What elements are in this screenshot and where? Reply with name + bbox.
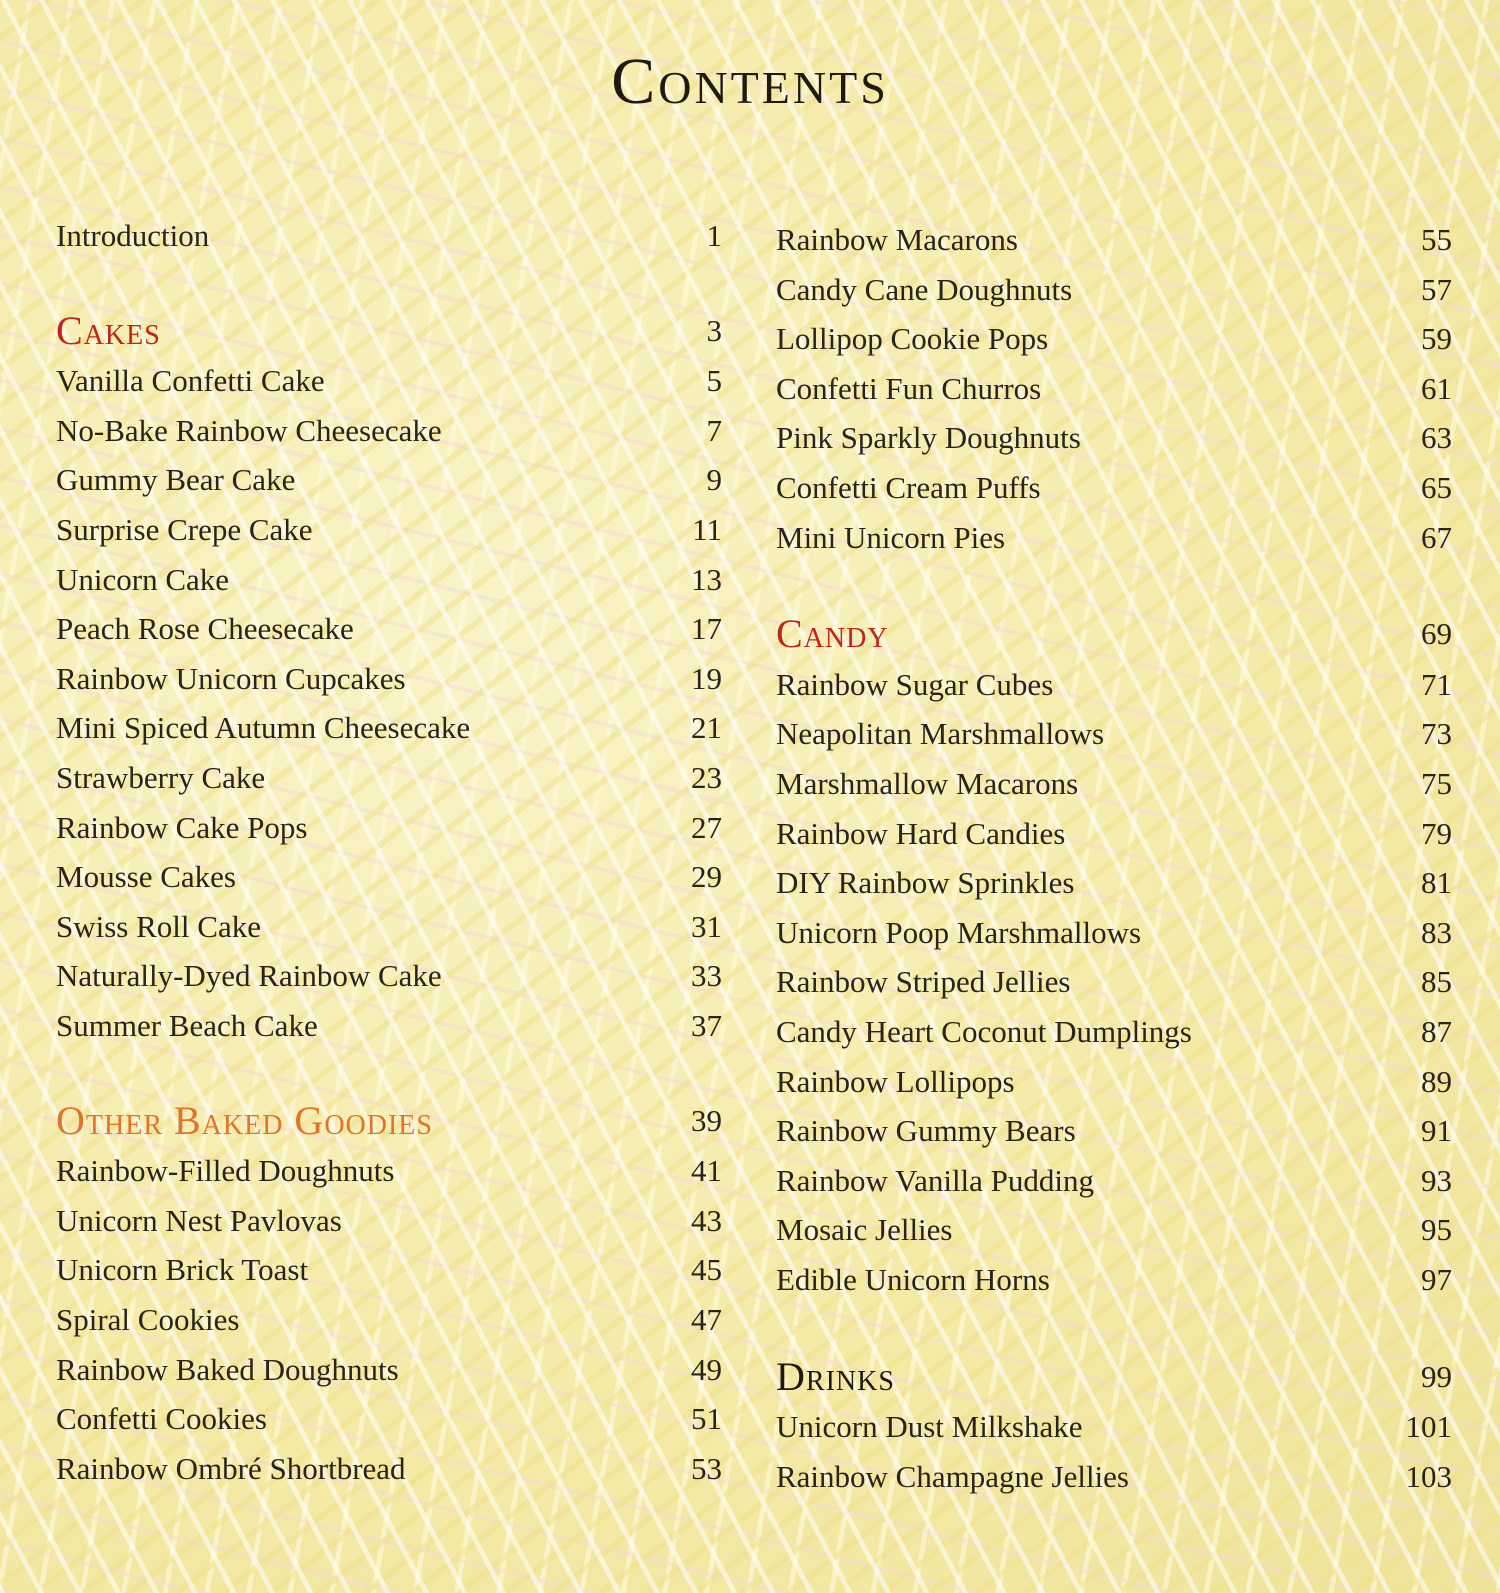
toc-entry-title: Mosaic Jellies xyxy=(776,1212,953,1248)
toc-entry-title: Gummy Bear Cake xyxy=(56,462,296,498)
toc-entry xyxy=(56,808,722,848)
toc-entry-title: Naturally-Dyed Rainbow Cake xyxy=(56,958,442,994)
toc-entry-page-number: 89 xyxy=(1421,1063,1452,1099)
toc-entry-page-number: 93 xyxy=(1421,1162,1452,1198)
toc-entry-page-number: 41 xyxy=(691,1153,722,1189)
toc-entry-page-number: 27 xyxy=(691,809,722,845)
toc-entry-page-number: 91 xyxy=(1421,1113,1452,1149)
toc-entry xyxy=(776,369,1452,409)
toc-entry xyxy=(56,1300,722,1340)
toc-entry-title: Candy Cane Doughnuts xyxy=(776,271,1073,307)
toc-entry xyxy=(776,1012,1452,1052)
toc-entry-page-number: 45 xyxy=(691,1252,722,1288)
toc-entry xyxy=(776,518,1452,558)
toc-entry-title: Rainbow Vanilla Pudding xyxy=(776,1162,1095,1198)
toc-entry-page-number: 23 xyxy=(691,760,722,795)
toc-entry xyxy=(776,1457,1452,1497)
toc-entry-title: Edible Unicorn Horns xyxy=(776,1262,1050,1297)
toc-entry-page-number: 85 xyxy=(1421,964,1452,1000)
toc-entry-page-number: 95 xyxy=(1421,1212,1452,1248)
toc-entry xyxy=(56,411,722,451)
toc-entry xyxy=(56,708,722,748)
toc-entry xyxy=(56,510,722,550)
toc-entry-page-number: 51 xyxy=(691,1401,722,1437)
section-page-number: 69 xyxy=(1421,616,1452,652)
toc-entry xyxy=(56,560,722,600)
toc-entry-title: Rainbow Unicorn Cupcakes xyxy=(56,660,406,696)
toc-entry-title: Surprise Crepe Cake xyxy=(56,512,313,547)
toc-entry xyxy=(56,1201,722,1241)
toc-entry-page-number: 53 xyxy=(691,1450,722,1486)
toc-entry xyxy=(776,863,1452,903)
toc-entry xyxy=(776,913,1452,953)
toc-entry xyxy=(56,1399,722,1439)
toc-entry-title: Unicorn Cake xyxy=(56,561,230,597)
toc-entry xyxy=(56,460,722,500)
toc-entry-page-number: 43 xyxy=(691,1202,722,1238)
toc-entry-title: Unicorn Poop Marshmallows xyxy=(776,914,1142,950)
toc-entry xyxy=(776,665,1452,705)
toc-entry-title: Rainbow Baked Doughnuts xyxy=(56,1351,399,1387)
toc-entry xyxy=(56,609,722,649)
toc-entry xyxy=(56,1006,722,1046)
toc-entry-page-number: 37 xyxy=(691,1008,722,1043)
toc-entry xyxy=(776,1210,1452,1250)
toc-entry xyxy=(776,714,1452,754)
section-page-number: 99 xyxy=(1421,1358,1452,1394)
toc-entry-page-number: 31 xyxy=(691,908,722,944)
section-title: Drinks xyxy=(776,1353,895,1399)
section-title: Cakes xyxy=(56,307,161,353)
toc-entry-page-number: 29 xyxy=(691,859,722,895)
toc-entry-title: Neapolitan Marshmallows xyxy=(776,716,1105,752)
toc-entry-page-number: 33 xyxy=(691,958,722,994)
toc-entry xyxy=(56,857,722,897)
toc-entry-title: Lollipop Cookie Pops xyxy=(776,321,1049,357)
toc-entry-page-number: 81 xyxy=(1421,865,1452,901)
toc-entry xyxy=(56,758,722,798)
toc-entry-page-number: 9 xyxy=(706,462,722,498)
toc-entry-page-number: 49 xyxy=(691,1351,722,1387)
toc-entry-title: Rainbow Lollipops xyxy=(776,1063,1015,1099)
toc-entry xyxy=(776,1111,1452,1151)
toc-entry xyxy=(56,1449,722,1489)
page-title: Contents xyxy=(611,45,889,118)
toc-entry xyxy=(56,1151,722,1191)
toc-entry-page-number: 73 xyxy=(1421,716,1452,752)
toc-entry-page-number: 65 xyxy=(1421,470,1452,505)
toc-entry-title: Rainbow Macarons xyxy=(776,222,1018,257)
toc-entry-page-number: 83 xyxy=(1421,914,1452,950)
section-heading-cakes xyxy=(56,308,722,354)
toc-entry xyxy=(776,814,1452,854)
toc-entry xyxy=(56,216,722,256)
toc-entry-page-number: 63 xyxy=(1421,420,1452,456)
toc-entry-page-number: 97 xyxy=(1421,1262,1452,1297)
toc-entry-title: Rainbow Gummy Bears xyxy=(776,1113,1076,1149)
toc-entry-title: Rainbow Hard Candies xyxy=(776,815,1066,851)
toc-entry xyxy=(776,468,1452,508)
toc-entry-page-number: 47 xyxy=(691,1302,722,1337)
toc-entry-title: Confetti Cookies xyxy=(56,1401,267,1437)
toc-entry-title: Rainbow-Filled Doughnuts xyxy=(56,1153,395,1189)
toc-entry-title: Mousse Cakes xyxy=(56,859,236,895)
toc-entry-title: Unicorn Nest Pavlovas xyxy=(56,1202,342,1238)
toc-entry-title: Rainbow Ombré Shortbread xyxy=(56,1450,406,1486)
toc-entry-title: Rainbow Sugar Cubes xyxy=(776,666,1054,702)
toc-entry xyxy=(776,1260,1452,1300)
toc-entry-page-number: 67 xyxy=(1421,519,1452,555)
toc-entry-title: Introduction xyxy=(56,218,210,253)
toc-entry-title: Confetti Fun Churros xyxy=(776,370,1042,406)
toc-entry-page-number: 71 xyxy=(1421,666,1452,702)
toc-entry-title: Peach Rose Cheesecake xyxy=(56,611,354,647)
section-title: Candy xyxy=(776,611,889,657)
toc-entry-page-number: 5 xyxy=(706,363,722,399)
toc-entry xyxy=(56,361,722,401)
toc-entry xyxy=(776,220,1452,260)
toc-entry-title: Pink Sparkly Doughnuts xyxy=(776,420,1081,456)
toc-entry-title: Marshmallow Macarons xyxy=(776,766,1079,801)
toc-entry-page-number: 103 xyxy=(1405,1458,1452,1494)
toc-entry-title: Mini Unicorn Pies xyxy=(776,519,1006,555)
toc-entry-title: Strawberry Cake xyxy=(56,760,266,795)
toc-entry-page-number: 17 xyxy=(691,611,722,647)
toc-entry xyxy=(56,907,722,947)
toc-entry-page-number: 75 xyxy=(1421,766,1452,801)
toc-entry-title: Spiral Cookies xyxy=(56,1302,240,1337)
toc-entry-title: Confetti Cream Puffs xyxy=(776,470,1041,505)
toc-entry xyxy=(56,659,722,699)
toc-entry xyxy=(776,1407,1452,1447)
toc-entry-title: No-Bake Rainbow Cheesecake xyxy=(56,412,442,448)
toc-entry-page-number: 79 xyxy=(1421,815,1452,851)
toc-entry-page-number: 13 xyxy=(691,561,722,597)
toc-entry xyxy=(776,319,1452,359)
section-heading-drinks xyxy=(776,1354,1452,1400)
toc-entry-page-number: 57 xyxy=(1421,271,1452,307)
toc-entry xyxy=(56,956,722,996)
toc-entry-title: Rainbow Champagne Jellies xyxy=(776,1458,1129,1494)
toc-entry-page-number: 55 xyxy=(1421,222,1452,257)
toc-entry xyxy=(776,418,1452,458)
toc-entry-page-number: 61 xyxy=(1421,370,1452,406)
section-title: Other Baked Goodies xyxy=(56,1097,433,1143)
toc-entry-title: Swiss Roll Cake xyxy=(56,908,261,944)
toc-entry-page-number: 101 xyxy=(1405,1409,1452,1445)
toc-entry xyxy=(776,962,1452,1002)
toc-entry xyxy=(56,1350,722,1390)
toc-entry-page-number: 87 xyxy=(1421,1014,1452,1049)
toc-entry-title: Rainbow Striped Jellies xyxy=(776,964,1071,1000)
toc-entry-title: Unicorn Dust Milkshake xyxy=(776,1409,1083,1445)
toc-entry-page-number: 7 xyxy=(706,412,722,448)
toc-entry-title: Summer Beach Cake xyxy=(56,1008,318,1043)
section-page-number: 39 xyxy=(691,1102,722,1138)
toc-entry-page-number: 59 xyxy=(1421,321,1452,357)
toc-entry-title: Rainbow Cake Pops xyxy=(56,809,308,845)
section-heading-other-baked-goodies xyxy=(56,1098,722,1144)
toc-entry xyxy=(776,764,1452,804)
toc-entry-title: Unicorn Brick Toast xyxy=(56,1252,309,1288)
toc-entry xyxy=(56,1250,722,1290)
toc-entry xyxy=(776,1062,1452,1102)
section-heading-candy xyxy=(776,611,1452,657)
section-page-number: 3 xyxy=(706,312,722,348)
toc-entry xyxy=(776,1161,1452,1201)
toc-entry-page-number: 19 xyxy=(691,660,722,696)
toc-entry-title: Vanilla Confetti Cake xyxy=(56,363,325,399)
toc-entry-page-number: 11 xyxy=(692,512,722,547)
toc-entry-title: DIY Rainbow Sprinkles xyxy=(776,865,1075,901)
toc-entry-page-number: 1 xyxy=(706,218,722,253)
toc-entry-page-number: 21 xyxy=(691,710,722,746)
toc-entry-title: Mini Spiced Autumn Cheesecake xyxy=(56,710,471,746)
toc-entry xyxy=(776,270,1452,310)
toc-entry-title: Candy Heart Coconut Dumplings xyxy=(776,1014,1192,1049)
